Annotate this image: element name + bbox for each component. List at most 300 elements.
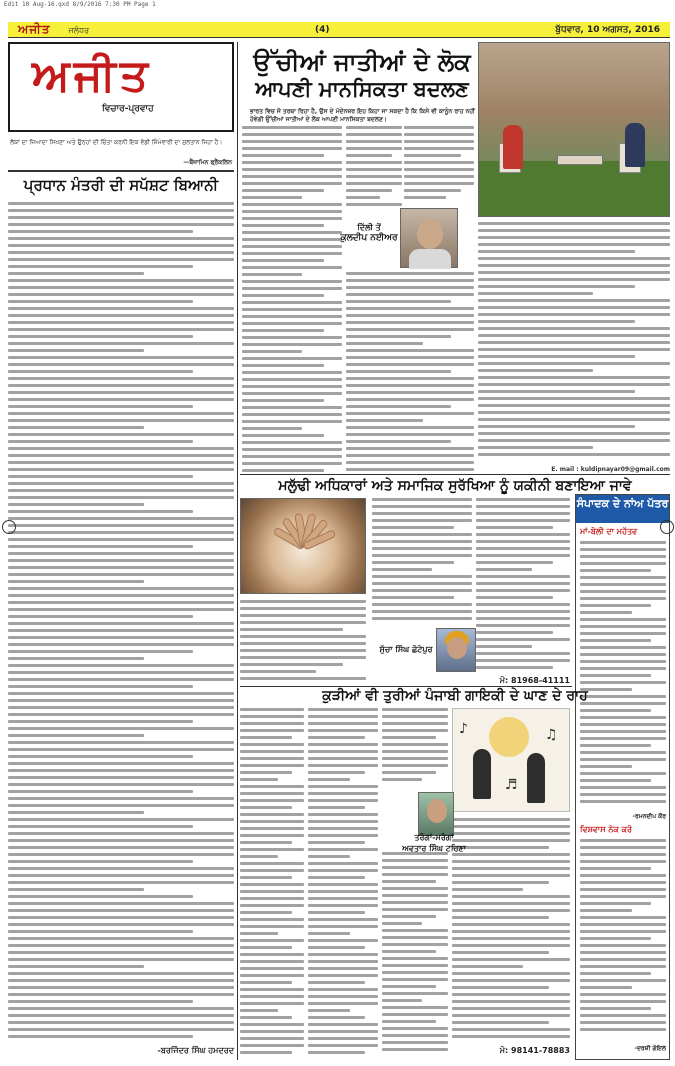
text-line xyxy=(242,322,342,325)
text-line xyxy=(382,1041,448,1044)
text-line xyxy=(240,897,304,900)
text-line xyxy=(452,888,523,891)
text-line xyxy=(8,678,234,681)
text-line xyxy=(452,937,570,940)
text-line xyxy=(242,259,324,262)
letter1-body xyxy=(580,541,666,809)
text-line xyxy=(240,764,304,767)
text-line xyxy=(8,993,234,996)
text-line xyxy=(580,779,651,782)
text-line xyxy=(308,806,365,809)
text-line xyxy=(346,377,474,380)
text-line xyxy=(240,708,304,711)
text-line xyxy=(580,881,666,884)
middle-article-body-b xyxy=(372,498,472,624)
letter2-body xyxy=(580,839,666,1039)
text-line xyxy=(8,559,234,562)
text-line xyxy=(240,785,304,788)
text-line xyxy=(452,867,570,870)
text-line xyxy=(8,685,193,688)
text-line xyxy=(240,918,304,921)
text-line xyxy=(242,161,342,164)
text-line xyxy=(346,133,402,136)
music-phone: ਮੋ: 98141-78883 xyxy=(499,1046,570,1055)
text-line xyxy=(8,244,234,247)
text-line xyxy=(382,950,436,953)
text-line xyxy=(242,301,342,304)
text-line xyxy=(8,951,234,954)
column-divider xyxy=(237,42,238,1060)
text-line xyxy=(8,636,234,639)
letter1-author: -ਰਮਨਦੀਪ ਕੌਰ xyxy=(632,813,666,820)
text-line xyxy=(240,841,292,844)
text-line xyxy=(240,946,292,949)
section-divider xyxy=(240,474,670,475)
text-line xyxy=(242,308,342,311)
text-line xyxy=(346,342,423,345)
text-line xyxy=(242,182,342,185)
text-line xyxy=(308,813,378,816)
text-line xyxy=(580,597,666,600)
text-line xyxy=(452,818,570,821)
text-line xyxy=(478,446,593,449)
text-line xyxy=(372,540,472,543)
text-line xyxy=(382,985,436,988)
author-photo-sucha xyxy=(436,628,476,672)
text-line xyxy=(382,1006,448,1009)
text-line xyxy=(240,1023,304,1026)
text-line xyxy=(8,629,234,632)
text-line xyxy=(242,392,342,395)
section-tagline: ਵਿਚਾਰ-ਪ੍ਰਵਾਹ xyxy=(102,104,154,114)
text-line xyxy=(580,944,666,947)
text-line xyxy=(240,904,304,907)
text-line xyxy=(382,1020,436,1023)
main-article-body-mid2 xyxy=(346,272,474,476)
text-line xyxy=(8,720,193,723)
text-line xyxy=(240,1037,304,1040)
meeting-photo xyxy=(478,42,670,217)
text-line xyxy=(240,806,292,809)
main-article-body-left xyxy=(242,126,342,476)
text-line xyxy=(8,461,234,464)
text-line xyxy=(382,866,448,869)
text-line xyxy=(242,343,342,346)
text-line xyxy=(8,433,234,436)
text-line xyxy=(8,321,234,324)
text-line xyxy=(308,834,378,837)
letter1-title: ਮਾਂ-ਬੋਲੀ ਦਾ ਮਹੱਤਵ xyxy=(580,527,638,536)
text-line xyxy=(580,1000,666,1003)
text-line xyxy=(8,230,193,233)
text-line xyxy=(404,154,461,157)
text-line xyxy=(580,541,666,544)
text-line xyxy=(478,278,670,281)
text-line xyxy=(242,287,342,290)
text-line xyxy=(382,764,448,767)
text-line xyxy=(476,505,570,508)
text-line xyxy=(478,432,670,435)
text-line xyxy=(242,252,342,255)
text-line xyxy=(242,189,324,192)
text-line xyxy=(308,778,350,781)
text-line xyxy=(478,292,593,295)
text-line xyxy=(580,986,632,989)
text-line xyxy=(580,667,666,670)
text-line xyxy=(580,625,666,628)
text-line xyxy=(478,250,635,253)
text-line xyxy=(476,526,553,529)
text-line xyxy=(240,1009,278,1012)
text-line xyxy=(452,993,570,996)
text-line xyxy=(8,748,234,751)
text-line xyxy=(8,650,193,653)
text-line xyxy=(404,196,446,199)
text-line xyxy=(308,757,378,760)
text-line xyxy=(8,797,234,800)
text-line xyxy=(580,618,666,621)
text-line xyxy=(382,936,448,939)
text-line xyxy=(452,881,549,884)
text-line xyxy=(346,300,451,303)
text-line xyxy=(240,855,278,858)
text-line xyxy=(240,981,292,984)
text-line xyxy=(8,307,234,310)
text-line xyxy=(580,888,666,891)
text-line xyxy=(580,765,632,768)
text-line xyxy=(240,953,304,956)
text-line xyxy=(8,986,234,989)
text-line xyxy=(8,510,193,513)
text-line xyxy=(580,562,666,565)
letters-box xyxy=(575,494,670,1060)
text-line xyxy=(240,1030,304,1033)
text-line xyxy=(580,772,666,775)
text-line xyxy=(346,468,474,471)
registration-mark xyxy=(660,520,674,534)
text-line xyxy=(308,785,378,788)
text-line xyxy=(240,607,366,610)
middle-author: ਸੁੱਚਾ ਸਿੰਘ ਛੋਟੇਪੁਰ xyxy=(379,644,433,654)
text-line xyxy=(8,839,234,842)
text-line xyxy=(476,610,570,613)
text-line xyxy=(8,615,193,618)
middle-headline: ਮਲੁੱਢੀ ਅਧਿਕਾਰਾਂ ਅਤੇ ਸਮਾਜਿਕ ਸੁਰੱਖਿਆ ਨੂੰ ਯਕੀਨੀ ਬਣਾਇਆ ਜਾਵੇ xyxy=(278,478,632,494)
text-line xyxy=(8,972,234,975)
text-line xyxy=(242,455,342,458)
text-line xyxy=(240,1016,292,1019)
text-line xyxy=(478,222,670,225)
text-line xyxy=(8,818,234,821)
text-line xyxy=(478,243,670,246)
main-article-body-right xyxy=(404,126,474,206)
text-line xyxy=(242,224,324,227)
text-line xyxy=(580,611,632,614)
text-line xyxy=(346,349,474,352)
middle-article-body-a xyxy=(240,600,366,684)
text-line xyxy=(242,154,324,157)
left-article-headline: ਪ੍ਰਧਾਨ ਮੰਤਰੀ ਦੀ ਸਪੱਸ਼ਟ ਬਿਆਨੀ xyxy=(23,176,219,194)
text-line xyxy=(382,1013,448,1016)
text-line xyxy=(580,930,666,933)
text-line xyxy=(346,140,402,143)
text-line xyxy=(476,533,570,536)
text-line xyxy=(308,1044,378,1047)
text-line xyxy=(308,974,378,977)
text-line xyxy=(476,603,570,606)
issue-date: ਬੁੱਧਵਾਰ, 10 ਅਗਸਤ, 2016 xyxy=(555,24,660,35)
text-line xyxy=(8,545,193,548)
text-line xyxy=(8,349,144,352)
text-line xyxy=(580,723,666,726)
text-line xyxy=(240,995,304,998)
text-line xyxy=(8,1028,234,1031)
text-line xyxy=(580,902,651,905)
text-line xyxy=(452,979,570,982)
text-line xyxy=(308,1002,378,1005)
text-line xyxy=(382,708,448,711)
text-line xyxy=(240,621,366,624)
text-line xyxy=(8,216,234,219)
text-line xyxy=(308,995,378,998)
text-line xyxy=(476,561,553,564)
text-line xyxy=(346,182,402,185)
middle-article-body-c xyxy=(476,498,570,674)
text-line xyxy=(478,439,670,442)
text-line xyxy=(346,370,451,373)
text-line xyxy=(452,965,523,968)
text-line xyxy=(346,412,474,415)
text-line xyxy=(478,383,670,386)
text-line xyxy=(382,922,422,925)
text-line xyxy=(478,320,635,323)
text-line xyxy=(382,743,448,746)
text-line xyxy=(8,811,144,814)
text-line xyxy=(8,762,234,765)
text-line xyxy=(580,874,666,877)
text-line xyxy=(242,406,342,409)
text-line xyxy=(8,643,234,646)
text-line xyxy=(452,1014,570,1017)
author-email: E. mail : kuldipnayar09@gmail.com xyxy=(551,466,670,473)
text-line xyxy=(372,554,472,557)
text-line xyxy=(580,895,666,898)
text-line xyxy=(240,862,304,865)
text-line xyxy=(580,737,666,740)
text-line xyxy=(8,608,234,611)
text-line xyxy=(8,1014,234,1017)
text-line xyxy=(240,1051,292,1054)
music-author: ਅਵਤਾਰ ਸਿੰਘ ਟਹਿਣਾ xyxy=(402,843,466,853)
text-line xyxy=(240,736,292,739)
text-line xyxy=(382,929,448,932)
text-line xyxy=(308,939,378,942)
text-line xyxy=(240,939,304,942)
text-line xyxy=(8,405,193,408)
text-line xyxy=(372,561,454,564)
text-line xyxy=(240,967,304,970)
text-line xyxy=(8,384,234,387)
text-line xyxy=(308,946,365,949)
text-line xyxy=(8,727,234,730)
text-line xyxy=(382,1027,448,1030)
text-line xyxy=(240,757,304,760)
text-line xyxy=(346,307,474,310)
text-line xyxy=(308,981,365,984)
main-author: ਕੁਲਦੀਪ ਨਈਅਰ xyxy=(340,233,398,243)
text-line xyxy=(242,175,342,178)
text-line xyxy=(240,883,304,886)
text-line xyxy=(242,420,342,423)
text-line xyxy=(8,944,234,947)
text-line xyxy=(346,440,451,443)
text-line xyxy=(580,660,666,663)
text-line xyxy=(580,923,666,926)
main-intro: ਭਾਰਤ ਵਿਚ ਜੋ ਤਰਥਾ ਰਿਹਾ ਹੈ, ਉਸ ਦੇ ਮੱਦੇਨਜ਼ਰ ਇਹ ਕਿਹਾ ਜਾ ਸਕਦਾ ਹੈ ਕਿ ਕਿਸੇ ਵੀ ਕਾਨੂੰਨ ਰਾਹ ਨਹੀਂ ਹੋਵੇਗੀ ਉੱਚੀਆਂ ਜਾਤੀਆਂ ਦੇ ਲੋਕ ਆਪਣੀ ਮਾਨਸਿਕਤਾ ਬਦਲਣ। xyxy=(250,108,475,123)
text-line xyxy=(308,890,378,893)
quote-text: ਲੋਕਾਂ ਦਾ ਜਿਆਦਾ ਸਿਖਣਾ ਅਤੇ ਉਨ੍ਹਾਂ ਦੀ ਚਿੰਤਾ ਕਰਨੀ ਇਕ ਵੱਡੀ ਜ਼ਿੰਮੇਵਾਰੀ ਦਾ ਸੁਲਤਾਨ ਜਿਹਾ ਹੈ। xyxy=(10,139,223,146)
text-line xyxy=(8,314,234,317)
text-line xyxy=(240,925,304,928)
text-line xyxy=(242,210,342,213)
text-line xyxy=(8,412,234,415)
text-line xyxy=(346,189,392,192)
text-line xyxy=(242,315,342,318)
text-line xyxy=(240,677,366,680)
text-line xyxy=(308,967,378,970)
text-line xyxy=(478,376,670,379)
main-article-body-far xyxy=(478,222,670,462)
text-line xyxy=(8,916,234,919)
text-line xyxy=(242,350,302,353)
text-line xyxy=(580,730,666,733)
text-line xyxy=(476,498,570,501)
text-line xyxy=(476,659,570,662)
text-line xyxy=(372,617,472,620)
text-line xyxy=(240,834,304,837)
text-line xyxy=(8,671,234,674)
text-line xyxy=(476,554,570,557)
text-line xyxy=(476,575,570,578)
text-line xyxy=(240,876,292,879)
text-line xyxy=(478,390,635,393)
text-line xyxy=(452,902,570,905)
text-line xyxy=(242,427,302,430)
text-line xyxy=(346,321,474,324)
text-line xyxy=(308,771,365,774)
text-line xyxy=(242,147,342,150)
text-line xyxy=(452,916,549,919)
middle-phone: ਮੋ: 81968-41111 xyxy=(499,676,570,685)
text-line xyxy=(8,846,234,849)
letter2-title: ਵਿਸ਼ਵਾਸ ਨੇਕ ਕਰੋ xyxy=(580,825,632,834)
text-line xyxy=(8,293,234,296)
text-line xyxy=(580,951,666,954)
text-line xyxy=(8,853,234,856)
text-line xyxy=(240,600,366,603)
text-line xyxy=(346,363,474,366)
text-line xyxy=(8,251,234,254)
text-line xyxy=(346,314,474,317)
letters-title: ਸੰਪਾਦਕ ਦੇ ਨਾਂਅ ਪੱਤਰ xyxy=(576,495,669,523)
text-line xyxy=(580,1028,666,1031)
text-line xyxy=(8,538,234,541)
main-headline xyxy=(246,48,478,102)
text-line xyxy=(240,848,304,851)
text-line xyxy=(346,154,392,157)
left-article-byline: -ਬਰਜਿੰਦਰ ਸਿੰਘ ਹਮਦਰਦ xyxy=(157,1046,234,1055)
text-line xyxy=(242,357,342,360)
print-header: Edit 10 Aug-16.qxd 8/9/2016 7:30 PM Page 1 xyxy=(4,1,156,8)
text-line xyxy=(242,469,324,472)
text-line xyxy=(382,722,448,725)
text-line xyxy=(372,596,454,599)
text-line xyxy=(8,783,234,786)
text-line xyxy=(580,548,666,551)
text-line xyxy=(476,540,570,543)
masthead-left xyxy=(18,22,89,37)
text-line xyxy=(382,736,436,739)
text-line xyxy=(478,425,635,428)
text-line xyxy=(8,601,234,604)
text-line xyxy=(242,364,324,367)
text-line xyxy=(346,175,402,178)
text-line xyxy=(580,909,632,912)
music-column-label xyxy=(392,832,476,854)
text-line xyxy=(8,363,234,366)
left-column xyxy=(8,42,234,1060)
text-line xyxy=(8,272,144,275)
text-line xyxy=(478,229,670,232)
text-line xyxy=(8,755,193,758)
text-line xyxy=(452,874,570,877)
text-line xyxy=(240,642,366,645)
text-line xyxy=(580,646,666,649)
text-line xyxy=(308,848,378,851)
text-line xyxy=(8,1000,193,1003)
text-line xyxy=(382,1048,448,1051)
text-line xyxy=(580,916,666,919)
text-line xyxy=(8,664,234,667)
text-line xyxy=(8,419,234,422)
text-line xyxy=(580,793,666,796)
text-line xyxy=(8,447,234,450)
text-line xyxy=(8,524,234,527)
text-line xyxy=(580,751,666,754)
text-line xyxy=(308,743,378,746)
quote-author: —ਬੈਂਜਾਮਿਨ ਫ੍ਰੈਂਕਲਿਨ xyxy=(183,159,232,166)
music-headline: ਕੁੜੀਆਂ ਵੀ ਤੁਰੀਆਂ ਪੰਜਾਬੀ ਗਾਇਕੀ ਦੇ ਘਾਣ ਦੇ ਰਾਹ xyxy=(322,688,588,704)
text-line xyxy=(240,890,304,893)
text-line xyxy=(240,628,343,631)
text-line xyxy=(242,371,342,374)
text-line xyxy=(382,1034,448,1037)
text-line xyxy=(476,596,553,599)
text-line xyxy=(452,1021,549,1024)
text-line xyxy=(452,909,570,912)
text-line xyxy=(478,264,670,267)
text-line xyxy=(8,517,234,520)
text-line xyxy=(242,126,342,129)
text-line xyxy=(242,280,342,283)
text-line xyxy=(580,576,666,579)
text-line xyxy=(476,638,570,641)
text-line xyxy=(478,285,635,288)
text-line xyxy=(476,652,570,655)
text-line xyxy=(8,489,234,492)
bottom-divider xyxy=(240,686,572,687)
text-line xyxy=(240,792,304,795)
